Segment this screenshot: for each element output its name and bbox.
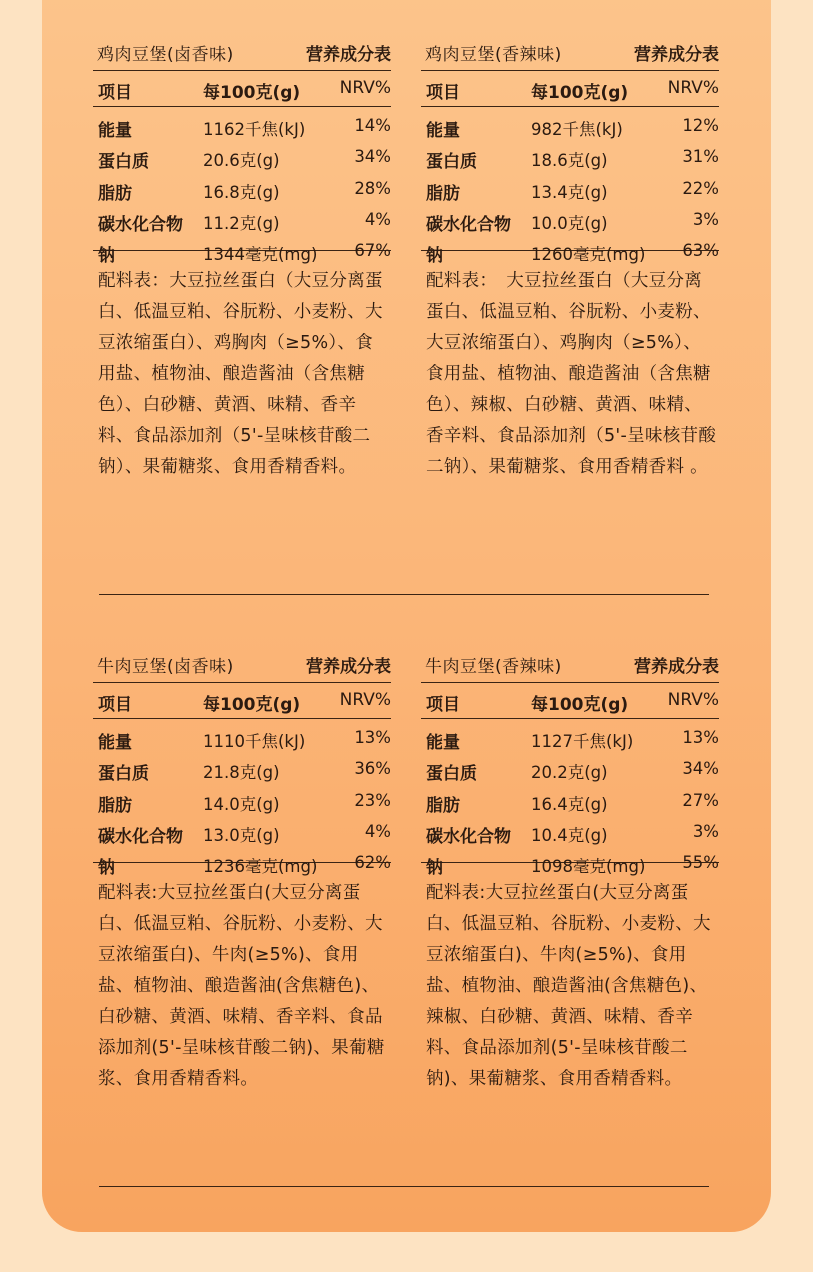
table-row (93, 140, 391, 171)
nutrient-nrv: 62% (354, 853, 391, 873)
nutrient-nrv: 67% (354, 241, 391, 261)
nutrient-value: 1236毫克(mg) (203, 857, 318, 877)
table-row (93, 203, 391, 234)
header-item: 项目 (98, 695, 132, 715)
nutrient-nrv: 22% (682, 178, 719, 198)
nutrient-name: 碳水化合物 (426, 214, 511, 235)
header-item: 项目 (426, 83, 460, 103)
table-row (421, 234, 719, 265)
ingredients-text: 配料表： 大豆拉丝蛋白（大豆分离蛋白、低温豆粕、谷朊粉、小麦粉、大豆浓缩蛋白）、鸡胸肉（≥5%）、食用盐、植物油、酿造酱油（含焦糖色）、辣椒、白砂糖、黄酒、味精、香辛料、食品添加剂（5'-呈味核苷酸二钠）、果葡糖浆、食用香精香料 。 (426, 271, 717, 477)
nutrient-nrv: 13% (682, 728, 719, 747)
nutrient-value: 18.6克(g) (531, 151, 608, 171)
table-header (93, 71, 391, 107)
nutrient-value: 1127千焦(kJ) (531, 732, 634, 751)
nutrient-name: 脂肪 (98, 795, 132, 816)
nutrient-value: 1098毫克(mg) (531, 857, 646, 877)
nutrient-name: 脂肪 (426, 795, 460, 816)
panel-title: 营养成分表 (306, 657, 391, 677)
table-row (421, 109, 719, 140)
table-row (93, 752, 391, 783)
ingredients-text: 配料表:大豆拉丝蛋白(大豆分离蛋白、低温豆粕、谷朊粉、小麦粉、大豆浓缩蛋白)、牛肉(≥5%)、食用盐、植物油、酿造酱油(含焦糖色)、白砂糖、黄酒、味精、香辛料、食品添加剂(5'-呈味核苷酸二钠)、果葡糖浆、食用香精香料。 (98, 883, 385, 1089)
header-per100g: 每100克(g) (531, 695, 629, 715)
nutrient-nrv: 23% (354, 790, 391, 810)
nutrient-name: 蛋白质 (98, 152, 149, 173)
header-per100g: 每100克(g) (531, 83, 629, 103)
panel-title: 营养成分表 (634, 45, 719, 65)
ingredients-text: 配料表:大豆拉丝蛋白(大豆分离蛋白、低温豆粕、谷朊粉、小麦粉、大豆浓缩蛋白)、牛肉(≥5%)、食用盐、植物油、酿造酱油(含焦糖色)、辣椒、白砂糖、黄酒、味精、香辛料、食品添加剂(5'-呈味核苷酸二钠)、果葡糖浆、食用香精香料。 (426, 883, 711, 1089)
nutrient-nrv: 55% (682, 853, 719, 873)
nutrition-panel-chicken-braised (93, 32, 391, 483)
nutrient-nrv: 28% (354, 178, 391, 198)
nutrient-nrv: 3% (692, 821, 719, 841)
nutrient-value: 20.2克(g) (531, 763, 608, 783)
nutrition-panel-chicken-spicy (421, 32, 719, 483)
header-nrv: NRV% (667, 78, 719, 98)
table-row (93, 721, 391, 752)
header-per100g: 每100克(g) (203, 695, 301, 715)
table-row (421, 784, 719, 815)
header-per100g: 每100克(g) (203, 83, 301, 103)
table-body (421, 719, 719, 879)
nutrient-name: 钠 (426, 246, 443, 267)
nutrient-value: 1260毫克(mg) (531, 245, 646, 265)
nutrient-name: 蛋白质 (426, 152, 477, 173)
nutrient-value: 11.2克(g) (203, 213, 280, 233)
nutrient-nrv: 4% (364, 821, 391, 841)
nutrient-value: 21.8克(g) (203, 763, 280, 783)
table-body (93, 107, 391, 267)
nutrient-value: 13.4克(g) (531, 182, 608, 202)
nutrient-name: 碳水化合物 (426, 826, 511, 847)
nutrient-nrv: 36% (354, 759, 391, 779)
table-row (421, 846, 719, 877)
nutrient-nrv: 27% (682, 790, 719, 810)
panel-header (421, 32, 719, 71)
panel-title: 营养成分表 (634, 657, 719, 677)
nutrient-name: 碳水化合物 (98, 214, 183, 235)
nutrient-nrv: 31% (682, 147, 719, 167)
table-header (93, 683, 391, 719)
nutrient-value: 10.4克(g) (531, 825, 608, 845)
table-row (421, 752, 719, 783)
nutrition-panel-beef-spicy (421, 644, 719, 1095)
nutrition-panel-beef-braised (93, 644, 391, 1095)
nutrient-value: 16.4克(g) (531, 794, 608, 814)
section-divider (99, 594, 709, 595)
nutrient-name: 能量 (98, 121, 132, 141)
nutrient-value: 1162千焦(kJ) (203, 120, 306, 139)
nutrient-nrv: 34% (682, 759, 719, 779)
table-row (93, 784, 391, 815)
table-row (421, 140, 719, 171)
nutrient-name: 钠 (426, 858, 443, 879)
nutrient-name: 蛋白质 (98, 764, 149, 785)
header-item: 项目 (98, 83, 132, 103)
panel-title: 营养成分表 (306, 45, 391, 65)
nutrient-name: 脂肪 (98, 183, 132, 204)
panel-header (421, 644, 719, 683)
table-row (421, 721, 719, 752)
nutrient-name: 蛋白质 (426, 764, 477, 785)
nutrient-name: 能量 (426, 733, 460, 753)
nutrient-name: 钠 (98, 246, 115, 267)
product-name: 鸡肉豆堡(卤香味) (97, 45, 234, 65)
header-nrv: NRV% (667, 690, 719, 710)
product-name: 牛肉豆堡(香辣味) (425, 657, 562, 677)
table-row (93, 172, 391, 203)
nutrient-name: 能量 (98, 733, 132, 753)
table-body (93, 719, 391, 879)
table-body (421, 107, 719, 267)
nutrient-nrv: 3% (692, 209, 719, 229)
header-nrv: NRV% (339, 78, 391, 98)
nutrient-value: 1110千焦(kJ) (203, 732, 306, 751)
product-name: 鸡肉豆堡(香辣味) (425, 45, 562, 65)
nutrient-nrv: 13% (354, 728, 391, 747)
table-row (93, 234, 391, 265)
section-divider (99, 1186, 709, 1187)
nutrient-value: 13.0克(g) (203, 825, 280, 845)
panel-header (93, 644, 391, 683)
table-header (421, 683, 719, 719)
table-row (421, 203, 719, 234)
panel-header (93, 32, 391, 71)
nutrient-name: 能量 (426, 121, 460, 141)
product-name: 牛肉豆堡(卤香味) (97, 657, 234, 677)
nutrient-name: 脂肪 (426, 183, 460, 204)
nutrient-value: 14.0克(g) (203, 794, 280, 814)
nutrient-nrv: 12% (682, 116, 719, 135)
header-item: 项目 (426, 695, 460, 715)
header-nrv: NRV% (339, 690, 391, 710)
table-header (421, 71, 719, 107)
ingredients-text: 配料表：大豆拉丝蛋白（大豆分离蛋白、低温豆粕、谷朊粉、小麦粉、大豆浓缩蛋白）、鸡胸肉（≥5%）、食用盐、植物油、酿造酱油（含焦糖色）、白砂糖、黄酒、味精、香辛料、食品添加剂（5'-呈味核苷酸二钠）、果葡糖浆、食用香精香料。 (98, 271, 383, 477)
nutrient-nrv: 34% (354, 147, 391, 167)
nutrient-name: 钠 (98, 858, 115, 879)
nutrient-nrv: 14% (354, 116, 391, 135)
nutrient-nrv: 4% (364, 209, 391, 229)
table-row (421, 172, 719, 203)
table-row (93, 815, 391, 846)
nutrient-nrv: 63% (682, 241, 719, 261)
nutrient-name: 碳水化合物 (98, 826, 183, 847)
table-row (93, 109, 391, 140)
nutrient-value: 10.0克(g) (531, 213, 608, 233)
nutrient-value: 1344毫克(mg) (203, 245, 318, 265)
nutrient-value: 20.6克(g) (203, 151, 280, 171)
table-row (93, 846, 391, 877)
nutrient-value: 16.8克(g) (203, 182, 280, 202)
nutrient-value: 982千焦(kJ) (531, 120, 623, 139)
table-row (421, 815, 719, 846)
